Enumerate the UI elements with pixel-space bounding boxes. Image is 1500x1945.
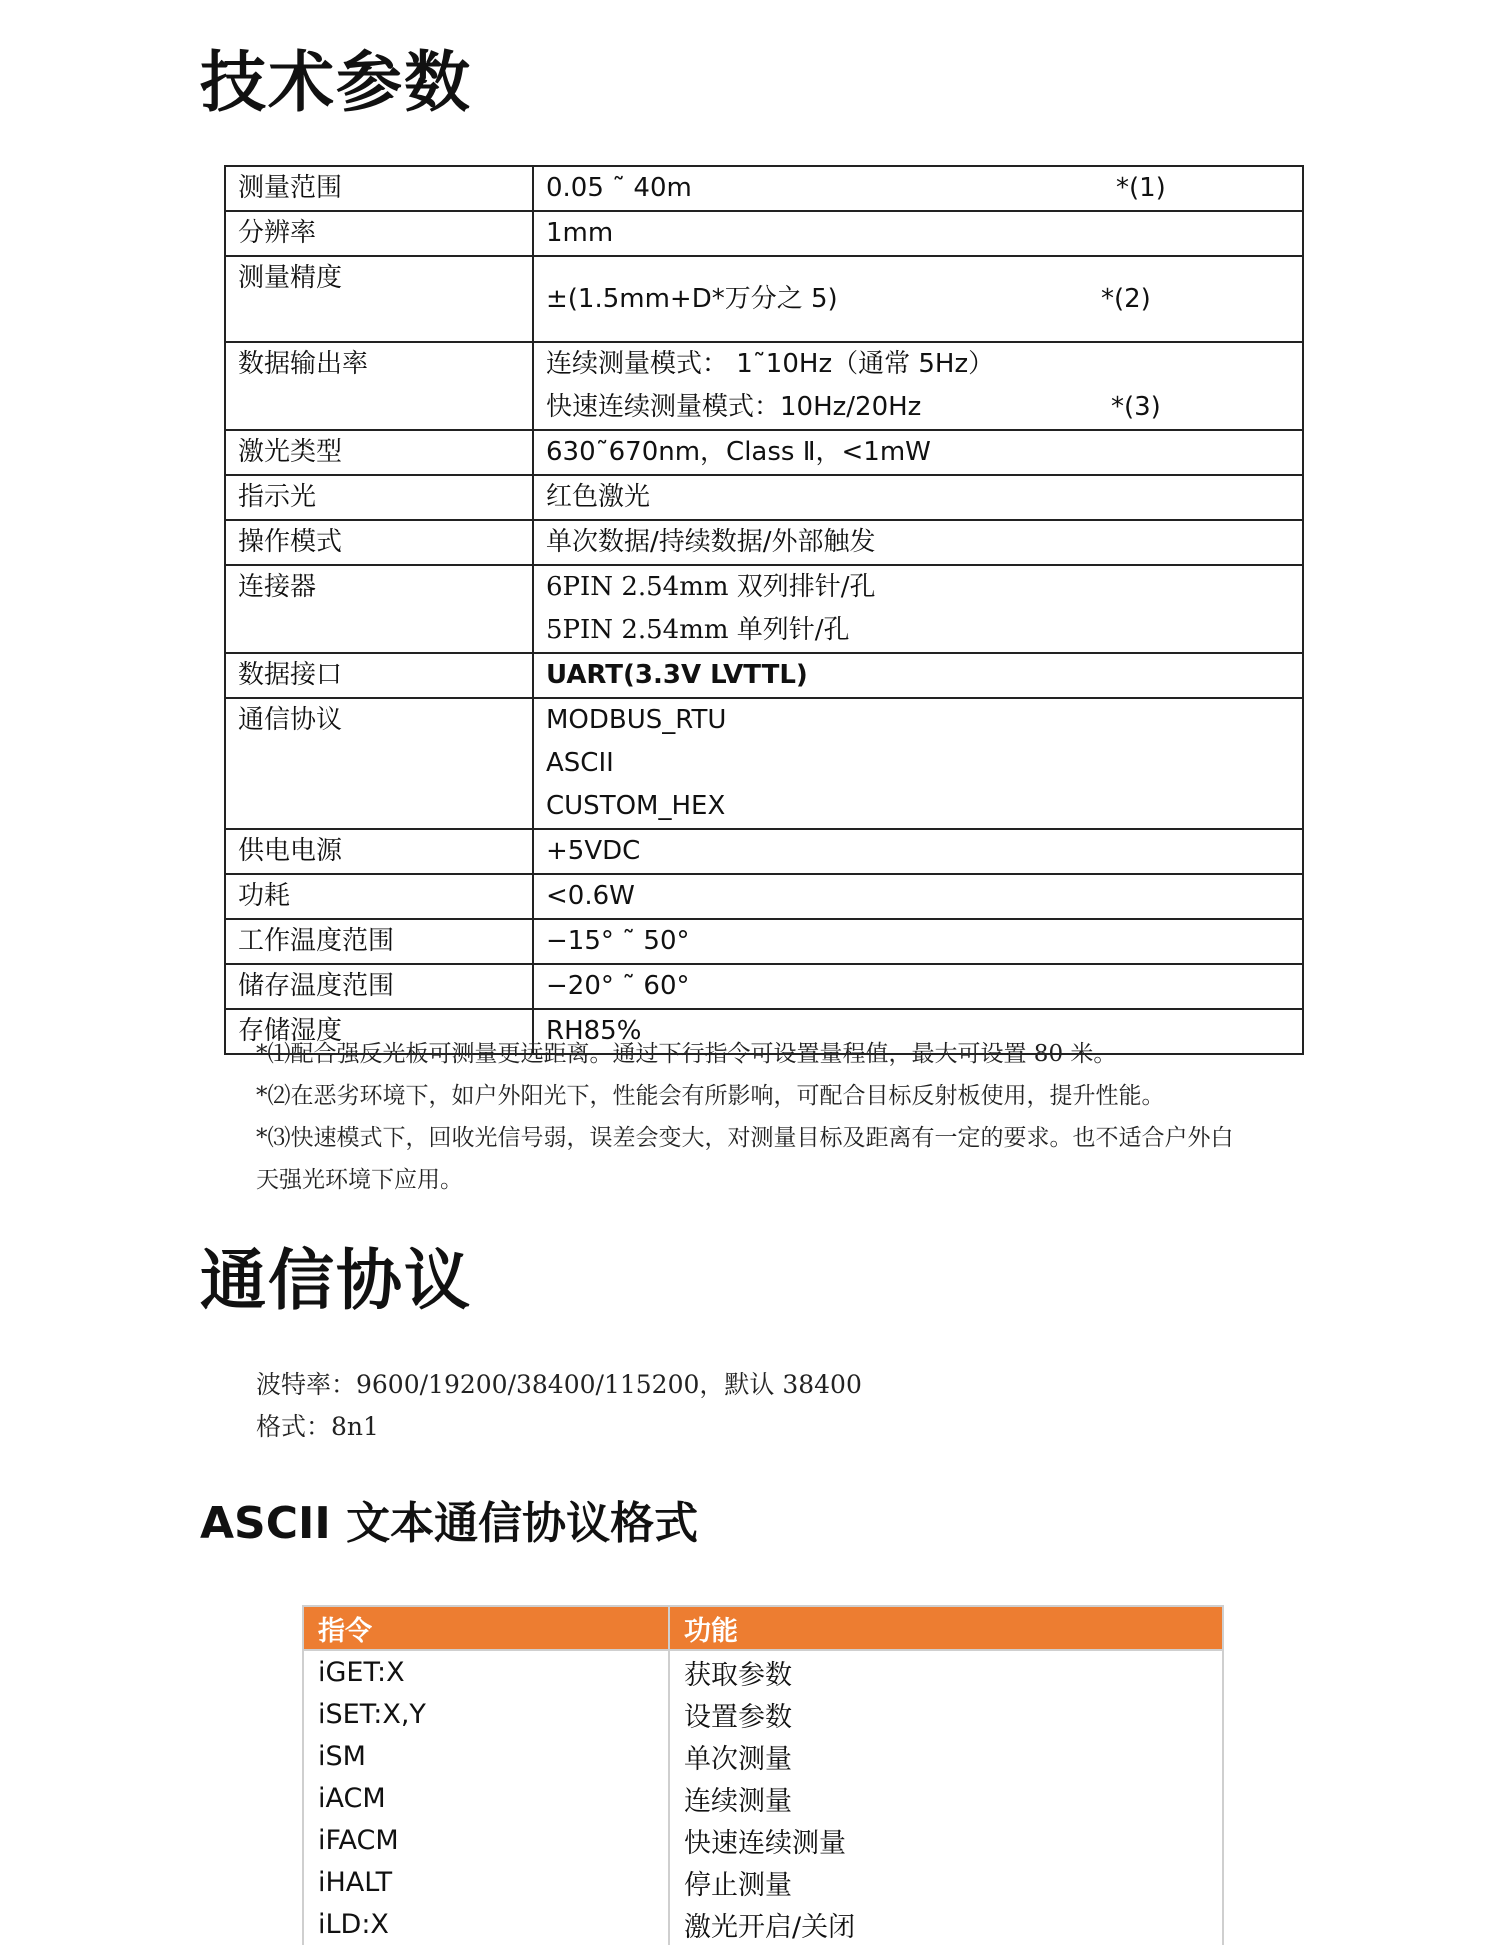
spec-row (225, 829, 1303, 874)
function-cell: 单次测量 (669, 1735, 1223, 1777)
spec-row (225, 475, 1303, 520)
spec-row (225, 653, 1303, 698)
spec-row (225, 874, 1303, 919)
spec-value: 1mm (546, 218, 614, 248)
spec-value: 连续测量模式： 1˜10Hz（通常 5Hz） (546, 349, 995, 379)
spec-row (225, 342, 1303, 430)
function-cell: 获取参数 (669, 1650, 1223, 1693)
command-cell: iACM (303, 1777, 669, 1819)
spec-row (225, 964, 1303, 1009)
spec-row (225, 166, 1303, 211)
command-cell: iHALT (303, 1861, 669, 1903)
format-text: 格式：8n1 (256, 1412, 379, 1441)
spec-key: 存储湿度 (238, 1016, 343, 1046)
spec-value: ±(1.5mm+D*万分之 5) (546, 284, 838, 314)
spec-key: 指示光 (238, 482, 317, 512)
spec-row (225, 430, 1303, 475)
spec-value: −20° ˜ 60° (546, 971, 690, 1001)
section-title-comm: 通信协议 (200, 1242, 472, 1319)
spec-note: *(3) (1111, 392, 1161, 422)
spec-value: CUSTOM_HEX (546, 791, 726, 821)
spec-key: 工作温度范围 (238, 926, 395, 956)
spec-value: 6PIN 2.54mm 双列排针/孔 (546, 572, 876, 602)
spec-key: 储存温度范围 (238, 971, 395, 1001)
spec-row (225, 256, 1303, 342)
section-title-specs: 技术参数 (200, 44, 472, 121)
function-cell: 停止测量 (669, 1861, 1223, 1903)
footnote: *⑵在恶劣环境下，如户外阳光下，性能会有所影响，可配合目标反射板使用，提升性能。 (256, 1083, 1165, 1109)
spec-value: RH85% (546, 1016, 642, 1046)
command-cell: iLD:X (303, 1903, 669, 1945)
baud-rate-text: 波特率：9600/19200/38400/115200，默认 38400 (256, 1370, 862, 1399)
footnote-continuation: 天强光环境下应用。 (256, 1167, 463, 1193)
table-row (303, 1861, 1223, 1903)
table-row (303, 1903, 1223, 1945)
spec-key: 功耗 (238, 881, 291, 911)
command-cell: iFACM (303, 1819, 669, 1861)
footnote: *⑴配合强反光板可测量更远距离。通过下行指令可设置量程值，最大可设置 80 米。 (256, 1041, 1117, 1067)
spec-table (224, 165, 1304, 1055)
spec-value: MODBUS_RTU (546, 705, 727, 735)
command-cell: iGET:X (303, 1650, 669, 1693)
spec-value: 630˜670nm，Class Ⅱ，<1mW (546, 437, 931, 467)
function-cell: 设置参数 (669, 1693, 1223, 1735)
table-row (303, 1819, 1223, 1861)
spec-row (225, 919, 1303, 964)
spec-value: <0.6W (546, 881, 635, 911)
spec-value: 快速连续测量模式：10Hz/20Hz (546, 392, 922, 422)
spec-row (225, 520, 1303, 565)
table-row (303, 1735, 1223, 1777)
comm-params (256, 1364, 862, 1448)
spec-row (225, 698, 1303, 829)
function-cell: 快速连续测量 (669, 1819, 1223, 1861)
spec-key: 测量精度 (238, 263, 343, 293)
spec-value: ASCII (546, 748, 614, 778)
spec-note: *(2) (1101, 284, 1151, 314)
spec-value: 红色激光 (546, 482, 651, 512)
table-row (303, 1777, 1223, 1819)
spec-key: 测量范围 (238, 173, 343, 203)
function-cell: 连续测量 (669, 1777, 1223, 1819)
spec-key: 操作模式 (238, 527, 343, 557)
function-cell: 激光开启/关闭 (669, 1903, 1223, 1945)
table-row (303, 1693, 1223, 1735)
spec-row (225, 565, 1303, 653)
spec-value: −15° ˜ 50° (546, 926, 690, 956)
command-table (302, 1605, 1224, 1945)
spec-note: *(1) (1116, 173, 1166, 203)
spec-value: 0.05 ˜ 40m (546, 173, 692, 203)
spec-key: 分辨率 (238, 218, 317, 248)
spec-key: 激光类型 (238, 437, 343, 467)
footnotes (256, 1033, 1316, 1201)
spec-key: 数据接口 (238, 660, 343, 690)
command-header-row (303, 1606, 1223, 1650)
spec-value: 单次数据/持续数据/外部触发 (546, 527, 876, 557)
spec-key: 通信协议 (238, 705, 343, 735)
table-row (303, 1650, 1223, 1693)
footnote: *⑶快速模式下，回收光信号弱，误差会变大，对测量目标及距离有一定的要求。也不适合户外白 (256, 1125, 1234, 1151)
spec-value: 5PIN 2.54mm 单列针/孔 (546, 615, 850, 645)
spec-key: 连接器 (238, 572, 317, 602)
command-cell: iSM (303, 1735, 669, 1777)
command-cell: iSET:X,Y (303, 1693, 669, 1735)
spec-value: +5VDC (546, 836, 641, 866)
function-header: 功能 (669, 1606, 1223, 1650)
spec-key: 供电电源 (238, 836, 343, 866)
spec-key: 数据输出率 (238, 349, 369, 379)
spec-value: UART(3.3V LVTTL) (546, 660, 808, 690)
spec-row (225, 211, 1303, 256)
command-header: 指令 (303, 1606, 669, 1650)
section-title-ascii: ASCII 文本通信协议格式 (200, 1498, 699, 1549)
